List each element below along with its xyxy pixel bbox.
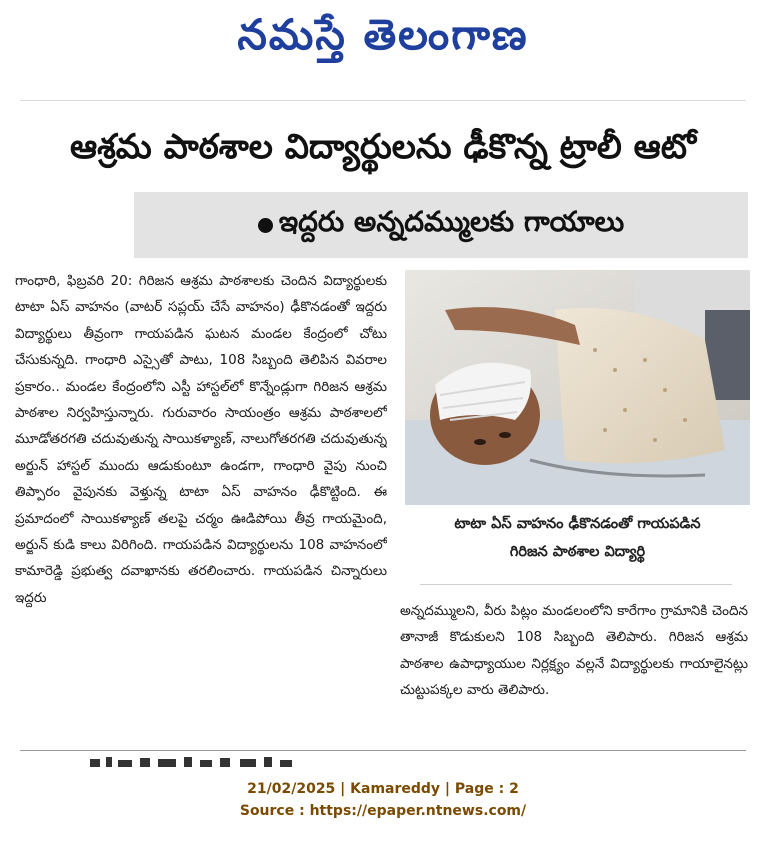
photo-caption-line-2: గిరిజన పాఠశాల విద్యార్థి — [509, 544, 646, 560]
subheadline-banner — [134, 192, 748, 258]
newspaper-masthead: నమస్తే తెలంగాణ — [237, 10, 529, 59]
bullet-icon — [258, 218, 273, 233]
news-photo — [405, 270, 750, 505]
photo-caption-line-1: టాటా ఏస్ వాహనం ఢీకొనడంతో గాయపడిన — [454, 516, 701, 532]
footer-source: Source : https://epaper.ntnews.com/ — [239, 803, 527, 819]
article-bottom-divider — [20, 750, 746, 751]
article-subheadline: ఇద్దరు అన్నదమ్ములకు గాయాలు — [278, 205, 625, 238]
article-body-left-column — [15, 268, 387, 746]
masthead-divider — [20, 100, 746, 101]
page-footer — [0, 778, 766, 828]
caption-divider — [420, 584, 732, 585]
footer-edition-info: 21/02/2025 | Kamareddy | Page : 2 — [247, 781, 519, 797]
article-paragraph: గాంధారి, ఫిబ్రవరి 20: గిరిజన ఆశ్రమ పాఠశాలకు చెందిన విద్యార్థులకు టాటా ఏస్ వాహనం (వాటర్ సప్లయ్ చేసే వాహనం) ఢీకొనడంతో ఇద్దరు విద్యార్థులు తీవ్రంగా గాయపడిన ఘటన మండల కేంద్రంలో చోటు చేసుకున్నది. గాంధారి ఎస్సైతో పాటు, 108 సిబ్బంది తెలిపిన వివరాల ప్రకారం.. మండల కేంద్రంలోని ఎస్టీ హాస్టల్‌లో కొన్నేండ్లుగా గిరిజన ఆశ్రమ పాఠశాల నిర్వహిస్తున్నారు. గురువారం సాయంత్రం ఆశ్రమ పాఠశాలలో మూడోతరగతి చదువుతున్న సాయికళ్యాణ్, నాలుగోతరగతి చదువుతున్న అర్జున్ హాస్టల్ ముందు ఆడుకుంటూ ఉండగా, గాంధారి వైపు నుంచి తిప్పారం వైపునకు వెళ్తున్న టాటా ఏస్ వాహనం ఢీకొట్టింది. ఈ ప్రమాదంలో సాయికళ్యాణ్ తలపై చర్మం ఊడిపోయి తీవ్ర గాయమైంది, అర్జున్ కుడి కాలు విరిగింది. గాయపడిన విద్యార్థులను 108 వాహనంలో కామారెడ్డి ప్రభుత్వ దవాఖానకు తరలించారు. గాయపడిన చిన్నారులు ఇద్దరు — [15, 273, 387, 606]
photo-caption — [405, 510, 750, 580]
injured-student-photo — [405, 270, 750, 505]
article-paragraph-continued: అన్నదమ్ములని, వీరు పిట్లం మండలంలోని కారేగాం గ్రామానికి చెందిన తానాజీ కొడుకులని 108 సిబ్బంది తెలిపారు. గిరిజన ఆశ్రమ పాఠశాల ఉపాధ్యాయుల నిర్లక్ష్యం వల్లనే విద్యార్థులకు గాయాలైనట్లు చుట్టుపక్కల వారు తెలిపారు. — [400, 603, 748, 699]
article-body-right-column — [400, 598, 748, 748]
article-headline: ఆశ్రమ పాఠశాల విద్యార్థులను ఢీకొన్న ట్రాలీ ఆటో — [69, 127, 697, 167]
cropped-text-fragment — [90, 755, 330, 769]
